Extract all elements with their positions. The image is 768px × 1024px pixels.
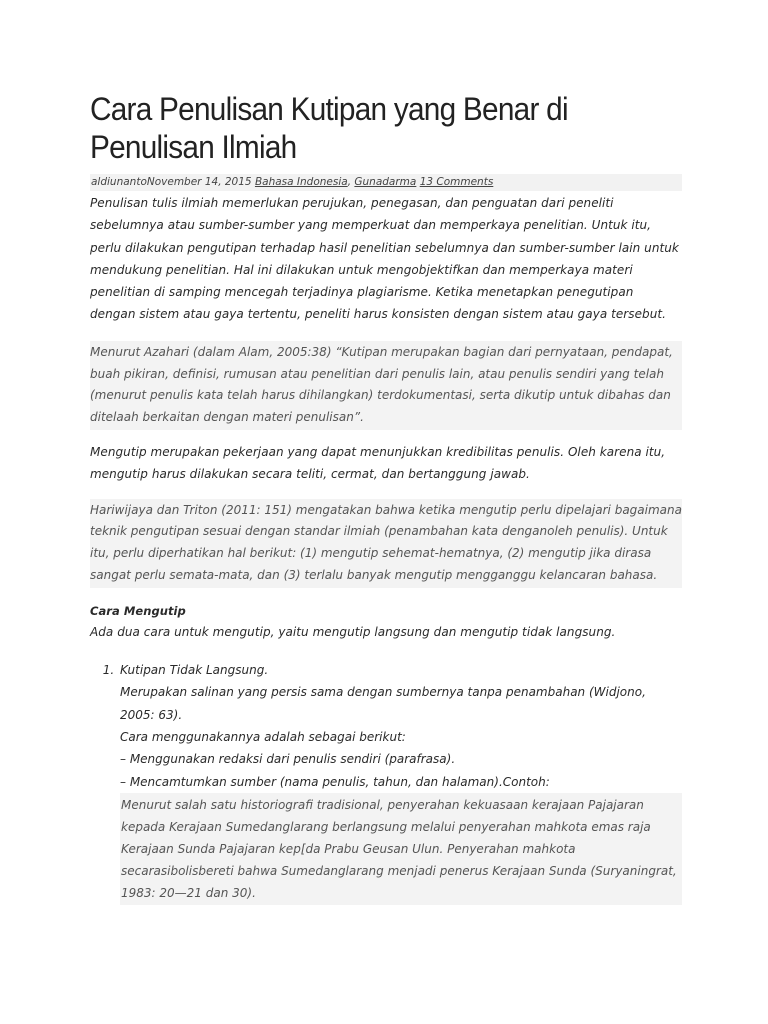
category-separator: , bbox=[347, 176, 352, 188]
category-link-bahasa-indonesia[interactable]: Bahasa Indonesia bbox=[254, 176, 348, 188]
example-quote: Menurut salah satu historiografi tradisional, penyerahan kekuasaan kerajaan Pajajaran kepada Kerajaan Sumedanglarang berlangsung melalui penyerahan mahkota emas raja Kerajaan Sunda Pajajaran kep[da Prabu Geusan Ulun. Penyerahan mahkota secarasibolisbereti bahwa Sumedanglarang menjadi penerus Kerajaan Sunda (Suryaningrat, 1983: 20—21 dan 30). bbox=[120, 793, 682, 905]
author-name[interactable]: aldiunanto bbox=[91, 176, 147, 188]
article-title: Cara Penulisan Kutipan yang Benar di Penulisan Ilmiah bbox=[90, 91, 568, 165]
blockquote-hariwijaya: Hariwijaya dan Triton (2011: 151) mengatakan bahwa ketika mengutip perlu dipelajari bagaimana teknik pengutipan sesuai dengan standar ilmiah (penambahan kata denganoleh penulis). Untuk itu, perlu diperhatikan hal berikut: (1) mengutip sehemat-hematnya, (2) mengutip jika dirasa sangat perlu semata-mata, dan (3) terlalu banyak mengutip mengganggu kelancaran bahasa. bbox=[90, 499, 682, 588]
list-item bbox=[118, 659, 682, 905]
section-heading: Cara Mengutip bbox=[90, 603, 186, 618]
article bbox=[90, 90, 682, 905]
blockquote-azahari: Menurut Azahari (dalam Alam, 2005:38) “Kutipan merupakan bagian dari pernyataan, pendapat, buah pikiran, definisi, rumusan atau penelitian dari penulis lain, atau penulis sendiri yang telah (menurut penulis kata telah harus dihilangkan) terdokumentasi, serta dikutip untuk dibahas dan ditelaah berkaitan dengan materi penulisan”. bbox=[90, 341, 682, 430]
post-date[interactable]: November 14, 2015 bbox=[146, 176, 252, 188]
intro-paragraph: Penulisan tulis ilmiah memerlukan perujukan, penegasan, dan penguatan dari peneliti sebelumnya atau sumber-sumber yang memperkuat dan memperkaya penelitian. Untuk itu, perlu dilakukan pengutipan terhadap hasil penelitian sebelumnya dan sumber-sumber lain untuk mendukung penelitian. Hal ini dilakukan untuk mengobjektifkan dan memperkaya materi penelitian di samping mencegah terjadinya plagiarisme. Ketika menetapkan penegutipan dengan sistem atau gaya tertentu, peneliti harus konsisten dengan sistem atau gaya tersebut. bbox=[90, 196, 679, 322]
category-link-gunadarma[interactable]: Gunadarma bbox=[354, 176, 417, 188]
methods-list bbox=[90, 659, 682, 905]
methods-paragraph: Ada dua cara untuk mengutip, yaitu mengutip langsung dan mengutip tidak langsung. bbox=[90, 624, 616, 639]
list-item-rule-2: – Mencamtumkan sumber (nama penulis, tahun, dan halaman).Contoh: bbox=[120, 774, 550, 789]
article-meta bbox=[90, 174, 682, 191]
list-item-definition: Merupakan salinan yang persis sama dengan sumbernya tanpa penambahan (Widjono, 2005: 63). bbox=[120, 685, 646, 722]
list-item-usage-intro: Cara menggunakannya adalah sebagai berikut: bbox=[120, 729, 406, 744]
list-item-rule-1: – Menggunakan redaksi dari penulis sendiri (parafrasa). bbox=[120, 752, 456, 767]
list-item-title: 1. Kutipan Tidak Langsung. bbox=[120, 663, 269, 678]
comments-link[interactable]: 13 Comments bbox=[419, 176, 494, 188]
credibility-paragraph: Mengutip merupakan pekerjaan yang dapat menunjukkan kredibilitas penulis. Oleh karena itu, mengutip harus dilakukan secara teliti, cermat, dan bertanggung jawab. bbox=[90, 444, 666, 482]
